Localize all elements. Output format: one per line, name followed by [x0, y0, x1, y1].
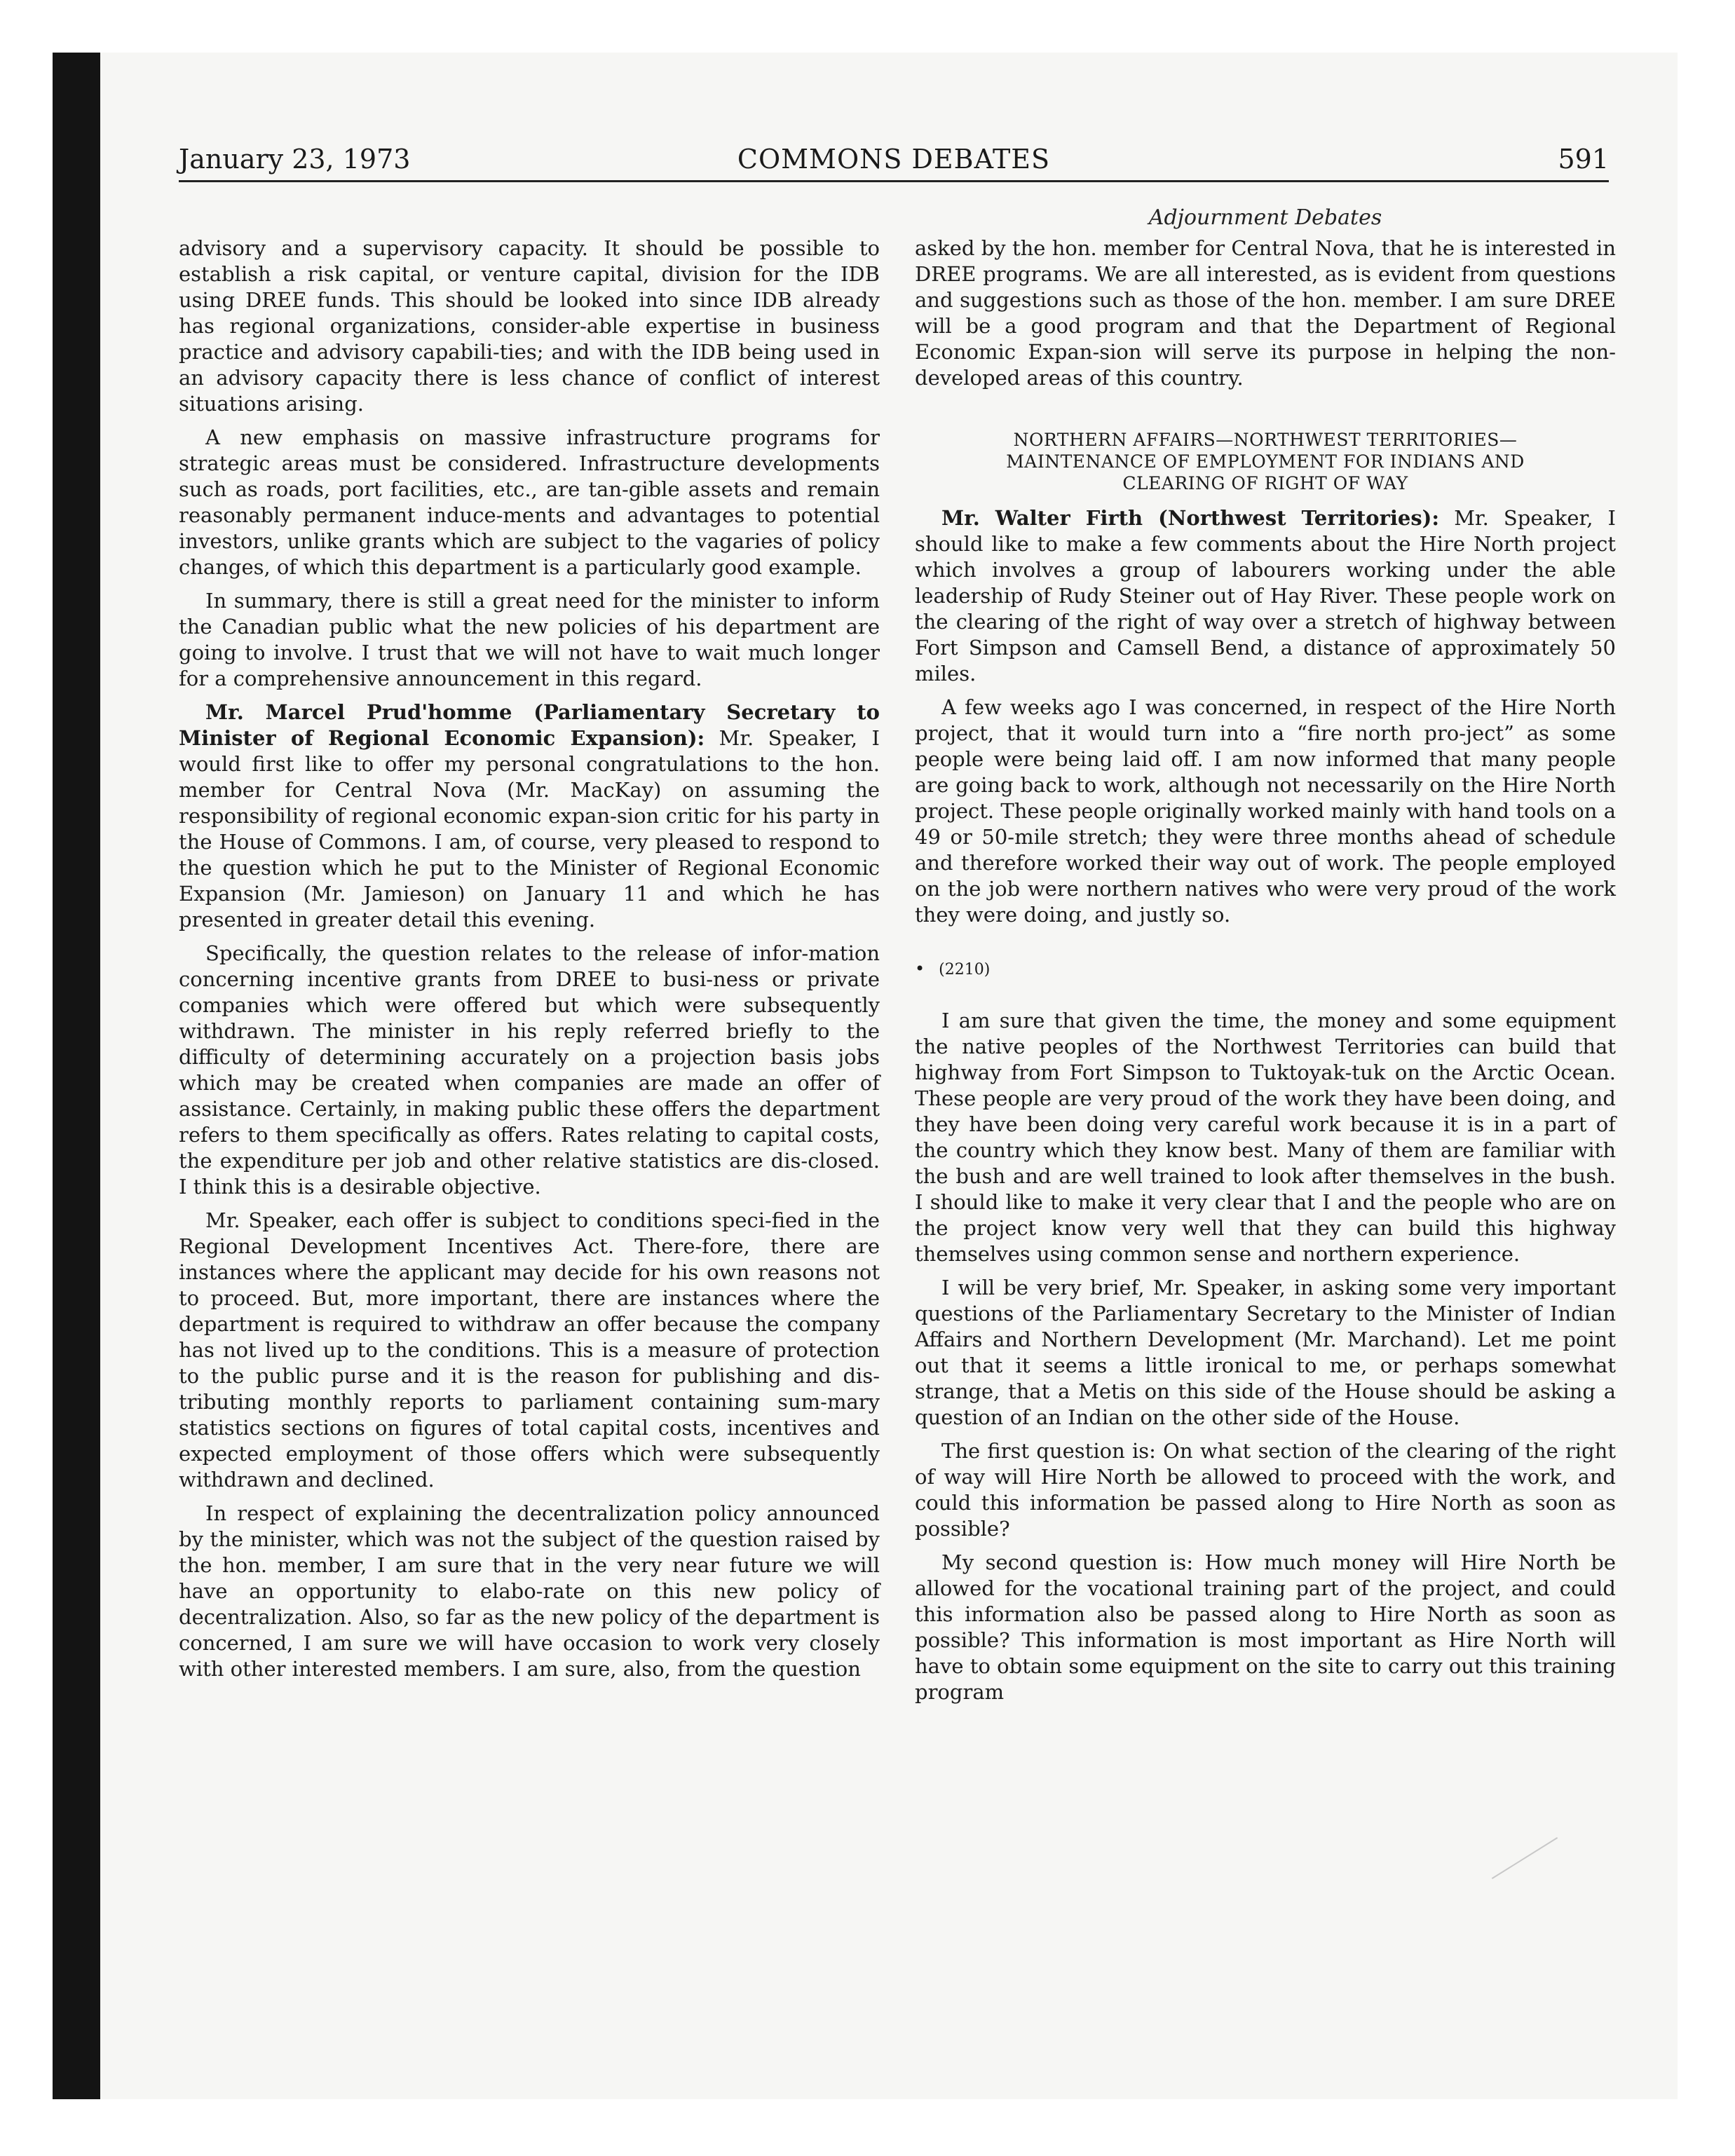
paragraph: I will be very brief, Mr. Speaker, in asking some very important questions of the Parliamentary Secretary to the Minister of Indian Affairs and Northern Development (Mr. Marchand). Let me point out that it seems a little ironical to me, or perhaps somewhat strange, that a Metis on this side of the House should be asking a question of an Indian on the other side of the House.: [915, 1276, 1616, 1429]
header-date: January 23, 1973: [179, 144, 411, 175]
heading-line: MAINTENANCE OF EMPLOYMENT FOR INDIANS AND: [1006, 451, 1525, 472]
paragraph: Specifically, the question relates to the release of infor-mation concerning incentive grants from DREE to busi-ness or private companies which were offered but which were subsequently withdrawn. The minister in his reply referred briefly to the difficulty of determining accurately on a projection basis jobs which may be created when companies are made an offer of assistance. Certainly, in making public these offers the department refers to them specifically as offers. Rates relating to capital costs, the expenditure per job and other relative statistics are dis-closed. I think this is a desirable objective.: [179, 941, 880, 1199]
paragraph: Mr. Speaker, each offer is subject to conditions speci-fied in the Regional Development Incentives Act. There-fore, there are instances where the applicant may decide for his own reasons not to proceed. But, more important, there are instances where the department is required to withdraw an offer because the company has not lived up to the conditions. This is a measure of protection to the public purse and it is the reason for publishing and dis-tributing monthly reports to parliament containing sum-mary statistics sections on figures of total capital costs, incentives and expected employment of those offers which were subsequently withdrawn and declined.: [179, 1208, 880, 1492]
paragraph: A new emphasis on massive infrastructure programs for strategic areas must be considered. Infrastructure developments such as roads, port facilities, etc., are tan-gible assets and remain reasonably permanent induce-ments and advantages to potential investors, unlike grants which are subject to the vagaries of policy changes, of which this department is a particularly good example.: [179, 425, 880, 579]
right-column: [915, 236, 1616, 1713]
speaker-name: Mr. Walter Firth (Northwest Territories):: [941, 506, 1440, 530]
paragraph: A few weeks ago I was concerned, in respect of the Hire North project, that it would turn into a “fire north pro-ject” as some people were being laid off. I am now informed that many people are going back to work, although not necessarily on the Hire North project. These people originally worked mainly with hand tools on a 49 or 50-mile stretch; they were three months ahead of schedule and therefore worked their way out of work. The people employed on the job were northern natives who were very proud of the work they were doing, and justly so.: [915, 695, 1616, 927]
paragraph: I am sure that given the time, the money and some equipment the native peoples of the Northwest Territories can build that highway from Fort Simpson to Tuktoyak-tuk on the Arctic Ocean. These people are very proud of the work they have been doing, and they have been doing very careful work because it is in a part of the country which they know best. Many of them are familiar with the bush and are well trained to look after themselves in the bush. I should like to make it very clear that I and the people who are on the project know very well that they can build this highway themselves using common sense and northern experience.: [915, 1009, 1616, 1266]
paragraph: [179, 700, 880, 933]
scan-border: [53, 53, 100, 2099]
paragraph: advisory and a supervisory capacity. It should be possible to establish a risk capital, or venture capital, division for the IDB using DREE funds. This should be looked into since IDB already has regional organizations, consider-able expertise in business practice and advisory capabili-ties; and with the IDB being used in an advisory capacity there is less chance of conflict of interest situations arising.: [179, 236, 880, 416]
paragraph: The first question is: On what section of the clearing of the right of way will Hire North be allowed to proceed with the work, and could this information be passed along to Hire North as soon as possible?: [915, 1439, 1616, 1541]
speaker-name: Mr. Marcel Prud'homme (Parliamentary Secretary to Minister of Regional Economic Expansion):: [179, 700, 880, 750]
speech-text: Mr. Speaker, I would first like to offer my personal congratulations to the hon. member for Central Nova (Mr. MacKay) on assuming the responsibility of regional economic expan-sion critic for his party in the House of Commons. I am, of course, very pleased to respond to the question which he put to the Minister of Regional Economic Expansion (Mr. Jamieson) on January 11 and which he has presented in greater detail this evening.: [179, 726, 880, 932]
running-head: [179, 144, 1609, 182]
page-number: 591: [1558, 144, 1609, 175]
paragraph: asked by the hon. member for Central Nova, that he is interested in DREE programs. We are all interested, as is evident from questions and suggestions such as those of the hon. member. I am sure DREE will be a good program and that the Department of Regional Economic Expan-sion will serve its purpose in helping the non-developed areas of this country.: [915, 236, 1616, 390]
paragraph: My second question is: How much money will Hire North be allowed for the vocational training part of the project, and could this information also be passed along to Hire North as soon as possible? This information is most important as Hire North will have to obtain some equipment on the site to carry out this training program: [915, 1550, 1616, 1704]
header-title: COMMONS DEBATES: [737, 144, 1051, 175]
section-heading: [929, 429, 1602, 494]
paragraph: In respect of explaining the decentralization policy announced by the minister, which was not the subject of the question raised by the hon. member, I am sure that in the very near future we will have an opportunity to elabo-rate on this new policy of decentralization. Also, so far as the new policy of the department is concerned, I am sure we will have occasion to work very closely with other interested members. I am sure, also, from the question: [179, 1501, 880, 1681]
heading-line: CLEARING OF RIGHT OF WAY: [1122, 473, 1408, 493]
section-label: Adjournment Debates: [1148, 205, 1382, 230]
time-marker: [915, 956, 1616, 983]
paragraph: [915, 505, 1616, 687]
heading-line: NORTHERN AFFAIRS—NORTHWEST TERRITORIES—: [1013, 430, 1518, 450]
bullet-icon: •: [915, 959, 925, 978]
paragraph: In summary, there is still a great need for the minister to inform the Canadian public what the new policies of his department are going to involve. I trust that we will not have to wait much longer for a comprehensive announcement in this regard.: [179, 589, 880, 690]
speech-text: Mr. Speaker, I should like to make a few comments about the Hire North project which involves a group of labourers working under the able leadership of Rudy Steiner out of Hay River. These people work on the clearing of the right of way over a stretch of highway between Fort Simpson and Camsell Bend, a distance of approximately 50 miles.: [915, 506, 1616, 685]
time-stamp: (2210): [939, 961, 991, 978]
left-column: [179, 236, 880, 1690]
